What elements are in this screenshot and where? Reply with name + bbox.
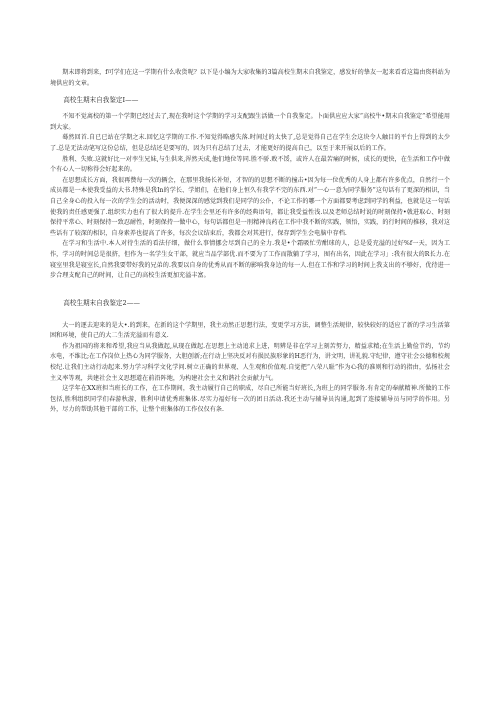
section-title-1: 高校生期末自我鉴定I—— [63,96,139,105]
intro-paragraph: 期末即将到来，f可学们在这一学期有什么收货呢？以下是小编为大家收集的3篇高校生期末自我鉴定，感发好的挚友一起来看看这篇由资料站为境供应的文章。 [50,69,450,87]
section1-paragraph-5: 在学习和生活中.本人对待生活的看法仔细，做什么事情挪会尽到自己的全力.我是•个霜吸忙劳酣球的人，总是爱充溢的过好%f一天，因为工作，学习的时间总是很挤，但作为一名学生女干部，就应当品学部优.而不要为了工作而散躺了学习，囿有出名，因此在学习」:我有很大的R长力.在寝室里我是寝室长,自然我要带好我的兄弟的.我要以自身的优秀从而不断的影响我身边的每一人.但在工作和学习的时间上我支出的不够好，优待进一步合理支配自己的时间，让自己的高校生活更加充溢丰富。 [50,240,450,280]
document-page [50,68,450,416]
section1-paragraph-3: 胜利、失败.这就好比一对孪生兄妹,与生供来,浑然天成,他们地位等同.胜不骄.败不馁，或许人在最苦痛的时候，成长的更快，在生活和工作中做个有心人一切称得会好起来的。 [50,155,450,174]
section2-paragraph-1: 大一的逐去迎来的是大•.的到来，在新的这个学期里，我主动然正思想行法，变更学习方法，调整生活规律，较快较好的适应了新的学习生活第困和环境，使自己的大二生活充溢而有意义. [50,321,450,340]
spacer [50,282,450,298]
section1-paragraph-4: 在思想成长方面，我很再赞每一次的辆会，在那里我扬长补短，才智的的思想不断的撞击•因为每一位优秀的人身上都有许多优点，自然行一个成员都是一本使我受益的大书.特殊是我In的学长、学姐们，在他们身上恒久有我学不完的东西.对“一心一意为同学服务”这句话有了更深的相识，当自己全身心的投入每一次的学生会的活动时，我便深深的感觉到我们是同学的公仆，不论工作的哪一个方面都要考虑到同学的利益，也就是这一句话使我的责任感更强了.组织实力也有了很大的提升.在学生会里还有许多的经典语句，都让我受益性浅.以及老师总结时说的时刻保持•戟进取心、时刻保持平常心、时刻保持一致忍耐性，时刻保持一做中心，每句话都但是一刖精神良药在工作中我不断的实践，领悟，实践，的行时间的推移，我对这些话有了较深的相识，自身素养也提高了许多，每次会议结束后，我都会对其进行，保存到学生会电脑中存档. [50,176,450,237]
section2-paragraph-2: 作为祖国的将来和希望,我应当从我做起,从现在做起.在思想上主动追求上进，明辨是非在学习上刻苦努力，精益求精;在生活上勤俭节约，节约水电，不维比;在工作岗位上热心为同学服务，大胆创新;在行动上坚决反对有损民族形象的H恶行为，讲文明，讲礼貌.守纪律，遵守社会公德和校规校纪.让我们主动行动起来.努力学习科学文化学问.树立正确的世界观、人生观和价值观.自觉把“八荣八耻”作为心我的准则和行动的指由，弘扬社会主义率等观，共建社会主义思想道在前沿阵地，为构建社会主义和谐社会贡献力气。 [50,342,450,382]
spacer [50,309,450,321]
section1-paragraph-1: 不知不觉离校的第一个学期已经过去了,现在我时这个学期的学习支配跟生活做一个自我鉴定。卜面供应应大家“高校牛•期末自我鉴定”希望能用到大家。 [50,113,450,131]
section-title-2: 高校生期末自我鉴定2—— [63,298,140,307]
section1-paragraph-2: 蓦然回首.自已已站在学期之末.回忆这学期的工作.不知觉得略感失落.时间过的太快了,总是觉得自己在学生会这块令人触目的平台上得到的太少了.总是无法动笔写这份总结，但是总结还是要写的，因为只有总结了过去，才能更好的提高自己，以至于来开展以后的工作。 [50,134,450,152]
section2-paragraph-3: 这学年在XX班担当班长的工作，在工作期间，我主动履行自己的职成，尽自己所能当好班长,为班上的同学服务.有肯定的奉献精神.所做的工作包括,胜利组织同学们春游秋游，胜利申请优秀班集体.尽实力福好每一次的团日活动.我还主动与辅导员沟通,起到了连接辅导员与同学的作用。另外，尽力的帮助其他干部的工作，让整个班集体的工作仅仅有条. [50,385,450,414]
